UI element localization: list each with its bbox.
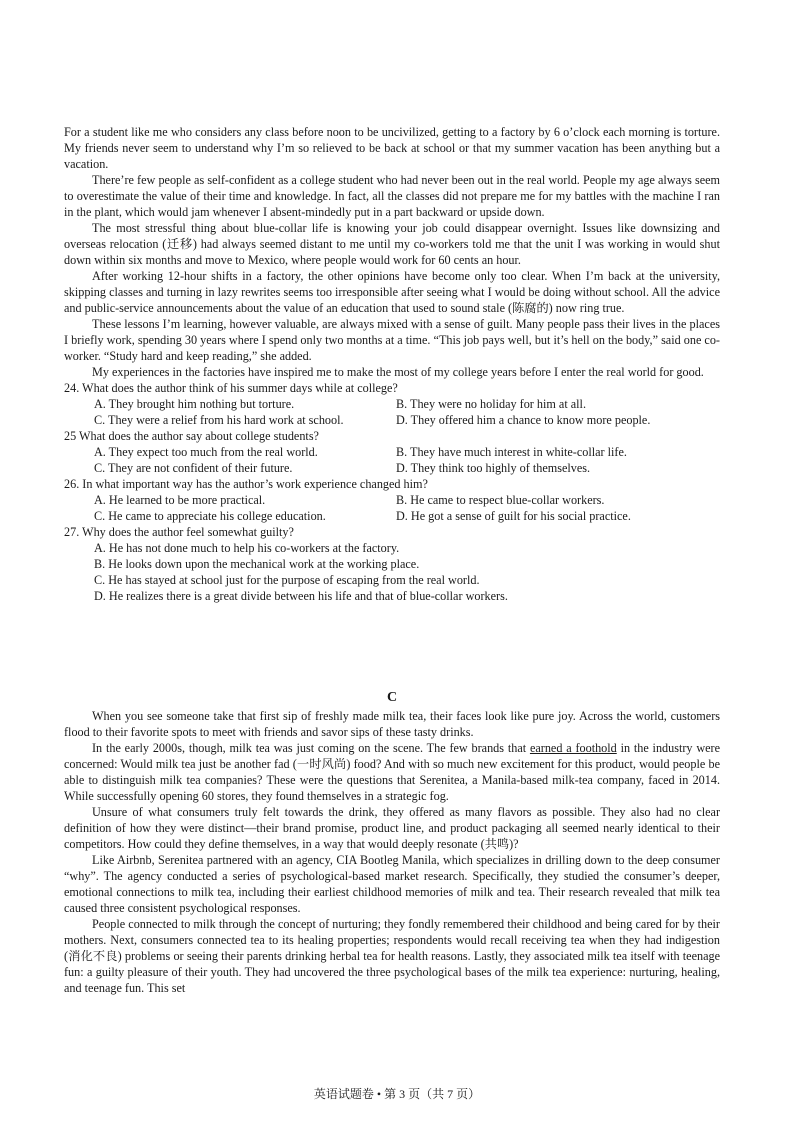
passage-paragraph: For a student like me who considers any class before noon to be uncivilized, getting to a factory by 6 o’clock each morning is torture. My friends never seem to understand why I’m so relieved to be back at school or that my summer vacation has been anything but a vacation.: [64, 125, 720, 171]
option-d[interactable]: D. They offered him a chance to know more people.: [396, 413, 651, 427]
paragraph-text: In the early 2000s, though, milk tea was just coming on the scene. The few brands that: [92, 741, 530, 755]
question-options: [64, 396, 720, 428]
section-title: C: [386, 690, 398, 705]
option-c[interactable]: C. They were a relief from his hard work at school.: [94, 413, 344, 427]
question-stem: 25 What does the author say about college students?: [64, 429, 319, 443]
question-25: [64, 428, 720, 476]
option-d[interactable]: D. He realizes there is a great divide between his life and that of blue-collar workers.: [94, 589, 508, 603]
passage-paragraph: [64, 740, 720, 804]
question-options: [64, 492, 720, 524]
page-footer: 英语试题卷 • 第 3 页（共 7 页）: [313, 1087, 481, 1101]
question-stem: 26. In what important way has the author’s work experience changed him?: [64, 477, 428, 491]
passage-b: [64, 124, 720, 604]
passage-paragraph: Like Airbnb, Serenitea partnered with an agency, CIA Bootleg Manila, which specializes in drilling down to the deep consumer “why”. The agency conducted a series of psychological-based market research. Specifically, they studied the consumer’s deeper, emotional connections to milk tea, including their earliest childhood memories of milk and tea. Their research revealed that milk tea caused three consistent psychological responses.: [64, 853, 720, 915]
option-c[interactable]: C. He came to appreciate his college education.: [94, 509, 326, 523]
option-a[interactable]: A. He has not done much to help his co-workers at the factory.: [94, 541, 400, 555]
passage-paragraph: My experiences in the factories have inspired me to make the most of my college years before I enter the real world for good.: [92, 365, 704, 379]
passage-paragraph: People connected to milk through the concept of nurturing; they fondly remembered their childhood and being cared for by their mothers. Next, consumers connected tea to its healing properties; respondents would recall receiving tea when they had indigestion (消化不良) problems or seeing their parents drinking herbal tea for health reasons. Lastly, they associated milk tea itself with teenage fun: a guilty pleasure of their youth. They had uncovered the three psychological bases of the milk tea experience: nurturing, healing, and teenage fun. This set: [64, 917, 720, 995]
option-d[interactable]: D. They think too highly of themselves.: [396, 461, 591, 475]
option-b[interactable]: B. They have much interest in white-collar life.: [396, 445, 627, 459]
question-options: [64, 444, 720, 476]
passage-paragraph: After working 12-hour shifts in a factory, the other opinions have become only too clear. When I’m back at the university, skipping classes and turning in lazy rewrites seems too irresponsible after seeing what I would be doing without school. All the advice and public-service announcements about the value of an education that used to sound stale (陈腐的) now ring true.: [64, 269, 720, 315]
option-b[interactable]: B. He looks down upon the mechanical work at the working place.: [94, 557, 420, 571]
passage-paragraph: When you see someone take that first sip of freshly made milk tea, their faces look like pure joy. Across the world, customers flood to their favorite spots to meet with friends and savor sips of these tasty drinks.: [64, 709, 720, 739]
question-stem: 27. Why does the author feel somewhat guilty?: [64, 525, 294, 539]
question-27: [64, 524, 720, 604]
passage-c: [64, 690, 720, 996]
paragraph-text: in the industry were concerned: Would milk tea just be another fad (一时风尚) food? And with so much new excitement for this product, would people be able to distinguish milk tea companies? These were the questions that Serenitea, a Manila-based milk-tea company, faced in 2014. While successfully opening 60 stores, they found themselves in a strategic fog.: [64, 741, 721, 803]
underlined-phrase: earned a foothold: [529, 741, 617, 755]
option-b[interactable]: B. They were no holiday for him at all.: [396, 397, 586, 411]
question-26: [64, 476, 720, 524]
option-a[interactable]: A. They expect too much from the real world.: [94, 445, 318, 459]
passage-paragraph: There’re few people as self-confident as a college student who had never been out in the real world. People my age always seem to overestimate the value of their time and knowledge. In fact, all the classes did not prepare me for my battles with the machine I ran in the plant, which would jam whenever I absent-mindedly put in a part backward or upside down.: [64, 173, 720, 219]
option-c[interactable]: C. They are not confident of their future.: [94, 461, 293, 475]
option-c[interactable]: C. He has stayed at school just for the purpose of escaping from the real world.: [94, 573, 480, 587]
passage-paragraph: The most stressful thing about blue-collar life is knowing your job could disappear overnight. Issues like downsizing and overseas relocation (迁移) had always seemed distant to me until my co-workers told me that the unit I was working in would shut down within six months and move to Mexico, where people would work for 60 cents an hour.: [64, 221, 720, 267]
option-a[interactable]: A. They brought him nothing but torture.: [94, 397, 295, 411]
question-stem: 24. What does the author think of his summer days while at college?: [64, 381, 398, 395]
question-24: [64, 380, 720, 428]
passage-paragraph: Unsure of what consumers truly felt towards the drink, they offered as many flavors as possible. They also had no clear definition of how they were distinct—their brand promise, product line, and product packaging all seemed nearly identical to their competitors. How could they define themselves, in a way that would deeply resonate (共鸣)?: [64, 805, 720, 851]
passage-paragraph: These lessons I’m learning, however valuable, are always mixed with a sense of guilt. Many people pass their lives in the places I briefly work, spending 30 years where I spend only two months at a time. “This job pays well, but it’s hell on the body,” said one co-worker. “Study hard and keep reading,” she added.: [64, 317, 720, 363]
option-d[interactable]: D. He got a sense of guilt for his social practice.: [396, 509, 631, 523]
option-a[interactable]: A. He learned to be more practical.: [94, 493, 266, 507]
option-b[interactable]: B. He came to respect blue-collar workers.: [396, 493, 605, 507]
question-options: [64, 540, 720, 604]
